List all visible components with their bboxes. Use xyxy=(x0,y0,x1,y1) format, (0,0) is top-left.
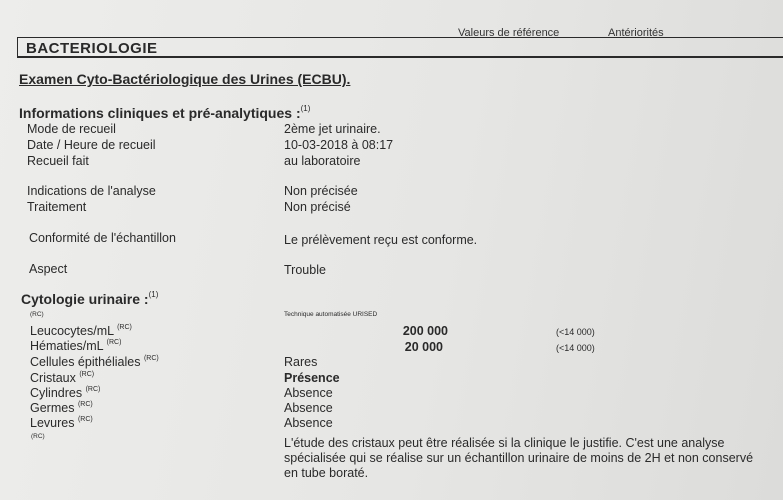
clinical-value: au laboratoire xyxy=(284,154,361,168)
rc-mark: (RC) xyxy=(106,339,122,346)
footnote-mark: (1) xyxy=(300,104,311,113)
cytology-heading xyxy=(21,291,158,307)
clinical-info-heading xyxy=(19,105,310,121)
rc-mark: (RC) xyxy=(117,324,132,331)
clinical-label: Indications de l'analyse xyxy=(27,184,156,198)
result-value: Absence xyxy=(284,386,333,400)
clinical-label: Mode de recueil xyxy=(27,122,116,136)
result-value: 20 000 xyxy=(404,340,443,354)
result-value: Absence xyxy=(284,401,333,415)
result-value: 200 000 xyxy=(402,324,448,338)
clinical-value: 10-03-2018 à 08:17 xyxy=(284,138,394,152)
rc-mark: (RC) xyxy=(143,355,159,362)
label-text: Cristaux xyxy=(30,371,76,385)
clinical-label: Conformité de l'échantillon xyxy=(29,231,176,245)
clinical-label: Date / Heure de recueil xyxy=(27,138,156,152)
section-header-box xyxy=(17,37,783,58)
exam-title: Examen Cyto-Bactériologique des Urines (ECBU). xyxy=(19,71,351,87)
cytology-label xyxy=(30,416,93,430)
history-header: Antériorités xyxy=(608,27,664,39)
rc-mark: (RC) xyxy=(77,416,93,423)
result-value: Présence xyxy=(284,371,340,385)
rc-mark: (RC) xyxy=(77,401,93,408)
cytology-label xyxy=(30,324,132,338)
footnote-mark: (1) xyxy=(148,290,159,299)
crystal-study-comment: L'étude des cristaux peut être réalisée si la clinique le justifie. C'est une analyse spécialisée qui se réalise sur un échantillon urinaire de moins de 2H et non conservé en tube boraté. xyxy=(284,436,754,480)
clinical-value: Non précisée xyxy=(284,184,358,198)
cytology-label xyxy=(30,355,159,369)
clinical-info-title: Informations cliniques et pré-analytiques : xyxy=(19,105,301,121)
reference-value: (<14 000) xyxy=(556,343,595,353)
cytology-label xyxy=(30,386,100,400)
rc-mark: (RC) xyxy=(30,311,44,318)
cytology-title: Cytologie urinaire : xyxy=(21,291,149,307)
label-text: Levures xyxy=(30,416,75,430)
reference-values-header: Valeurs de référence xyxy=(458,27,560,39)
clinical-value: Trouble xyxy=(284,263,326,277)
cytology-label xyxy=(30,401,93,415)
clinical-value: Le prélèvement reçu est conforme. xyxy=(284,233,478,247)
label-text: Cylindres xyxy=(30,386,83,400)
clinical-label: Recueil fait xyxy=(27,154,89,168)
section-title: BACTERIOLOGIE xyxy=(26,40,158,57)
cytology-label xyxy=(30,371,94,385)
clinical-label: Aspect xyxy=(29,262,68,276)
label-text: Hématies/mL xyxy=(30,339,104,353)
clinical-label: Traitement xyxy=(27,200,87,214)
rc-mark: (RC) xyxy=(85,386,101,393)
clinical-value: 2ème jet urinaire. xyxy=(284,122,381,136)
label-text: Cellules épithéliales xyxy=(30,355,141,369)
technique-note: Technique automatisée URISED xyxy=(284,311,378,318)
rc-mark: (RC) xyxy=(31,433,45,440)
label-text: Leucocytes/mL xyxy=(30,324,114,338)
result-value: Rares xyxy=(284,355,318,369)
cytology-label xyxy=(30,339,121,353)
reference-value: (<14 000) xyxy=(556,327,595,337)
rc-mark: (RC) xyxy=(79,371,95,378)
clinical-value: Non précisé xyxy=(284,200,351,214)
label-text: Germes xyxy=(30,401,75,415)
result-value: Absence xyxy=(284,416,333,430)
